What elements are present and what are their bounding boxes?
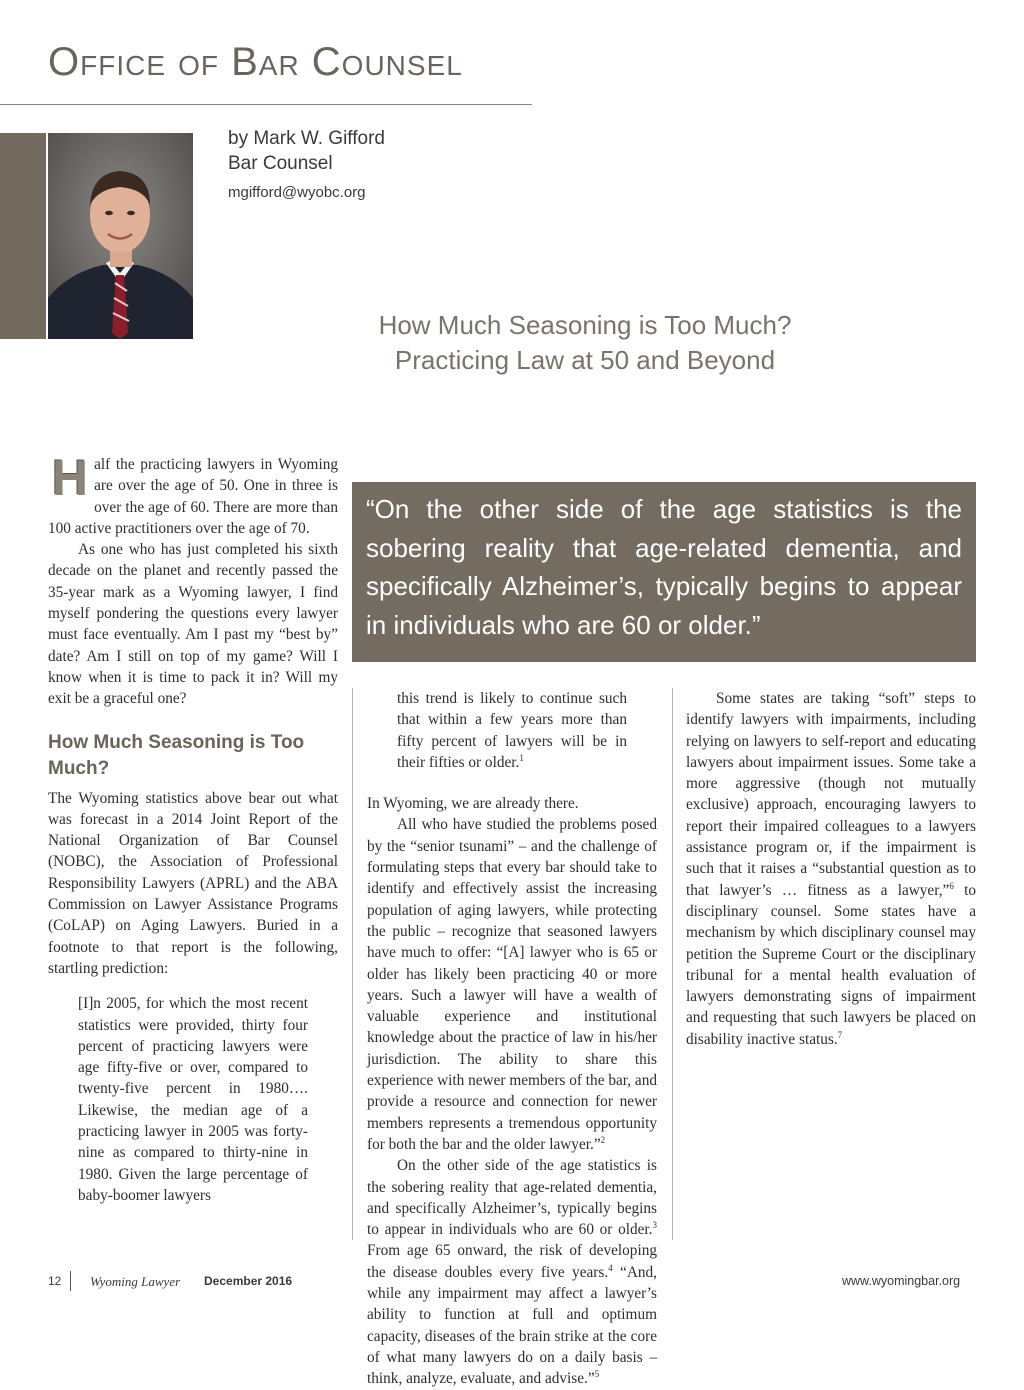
paragraph-2: As one who has just completed his sixth decade on the planet and recently passed the 35-year mark as a Wyoming lawyer, I find myself pondering the questions every lawyer must face eventually. Am I past my “best by” date? Am I still on top of my game? Will I know when it is time to pack it in? Will my exit be a graceful one?: [48, 541, 338, 708]
paragraph-3: The Wyoming statistics above bear out what was forecast in a 2014 Joint Report of the National Organization of Bar Counsel (NOBC), the Association of Professional Responsibility Lawyers (APRL) and the ABA Commission on Lawyer Assistance Programs (CoLAP) on Aging Lawyers. Buried in a footnote to that report is the following, startling prediction:: [48, 789, 338, 977]
pull-quote-box: [352, 482, 976, 662]
footer-divider: [70, 1271, 71, 1291]
footnote-ref-3: 3: [652, 1220, 657, 1231]
page-number: 12: [48, 1274, 62, 1288]
footnote-ref-5: 5: [594, 1369, 600, 1380]
website-link[interactable]: www.wyomingbar.org: [842, 1274, 961, 1288]
column-1: [48, 450, 338, 1206]
issue-date: December 2016: [204, 1274, 293, 1288]
article-title-line-1: How Much Seasoning is Too Much?: [378, 310, 792, 340]
column-divider: [672, 688, 673, 1240]
author-role: Bar Counsel: [228, 153, 333, 174]
article-title-line-2: Practicing Law at 50 and Beyond: [394, 345, 776, 375]
footnote-ref-7: 7: [837, 1029, 843, 1040]
column-divider: [352, 688, 353, 1240]
publication-name: Wyoming Lawyer: [90, 1274, 181, 1289]
pull-quote-text: “On the other side of the age statistics is the sobering reality that age-related dementia, and specifically Alzheimer’s, typically begins to appear in individuals who are 60 or older.”: [366, 494, 962, 640]
intro-text: alf the practicing lawyers in Wyoming are over the age of 50. One in three is over the age of 60. There are more than 100 active practitioners over the age of 70.: [48, 456, 338, 537]
paragraph-5: [367, 814, 657, 1155]
block-quote-part-2: [397, 688, 627, 773]
footnote-ref-6: 6: [949, 880, 954, 891]
column-3: [686, 688, 976, 1050]
block-quote-part-1: [I]n 2005, for which the most recent statistics were provided, thirty four percent of practicing lawyers were age fifty-five or over, compared to twenty-five percent in 1980…. Likewise, the median age of a practicing lawyer in 2005 was forty-nine as compared to thirty-nine in 1980. Given the large percentage of baby-boomer lawyers: [78, 995, 308, 1204]
paragraph-6: [367, 1155, 657, 1389]
footnote-ref-2: 2: [600, 1134, 606, 1145]
paragraph-7-text: Some states are taking “soft” steps to identify lawyers with impairments, including relying on lawyers to self-report and educating lawyers about impairment issues. Some take a more aggressive (though not mutually exclusive) approach, encouraging lawyers to report their impaired colleagues to a lawyers assistance program or, if the impairment is such that it raises a “substantial question as to that lawyer’s … fitness as a lawyer,”: [686, 690, 976, 899]
paragraph-5-text: All who have studied the problems posed by the “senior tsunami” – and the challenge of formulating steps that every bar should take to identify and effectively assist the increasing population of aging lawyers, while protecting the public – recognize that seasoned lawyers have much to offer: “[A] lawyer who is 65 or older has likely been practicing 40 or more years. Such a lawyer will have a wealth of valuable experience and institutional knowledge about the practice of law in his/her jurisdiction. The ability to share this experience with newer members of the bar, and provide a resource and connection for newer members represents a tremendous opportunity for both the bar and the older lawyer.”: [367, 816, 657, 1153]
paragraph-6-text-b: From age 65 onward, the risk of developing the disease doubles every five years.: [367, 1242, 657, 1281]
section-title: Office of Bar Counsel: [48, 40, 463, 84]
author-email[interactable]: mgifford@wyobc.org: [228, 184, 366, 201]
paragraph-6-text: On the other side of the age statistics is the sobering reality that age-related dementia, and specifically Alzheimer’s, typically begins to appear in individuals who are 60 or older.: [367, 1157, 657, 1239]
paragraph-4: In Wyoming, we are already there.: [367, 795, 579, 813]
drop-cap: H: [52, 450, 89, 506]
article-title: [300, 308, 870, 378]
author-photo: [48, 133, 193, 339]
footnote-ref-4: 4: [608, 1262, 613, 1273]
author-portrait-illustration: [48, 133, 193, 339]
title-divider: [0, 104, 532, 105]
paragraph-7-text-b: to disciplinary counsel. Some states have a mechanism by which disciplinary counsel may petition the Supreme Court or the disciplinary tribunal for a mental health evaluation of lawyers demonstrating signs of impairment and requesting that such lawyers be placed on disability inactive status.: [686, 881, 976, 1048]
paragraph-6-text-c: “And, while any impairment may affect a lawyer’s ability to function at full and optimum capacity, diseases of the brain strike at the core of what many lawyers do on a daily basis – think, analyze, evaluate, and advise.”: [367, 1263, 657, 1388]
block-quote-text: this trend is likely to continue such that within a few years more than fifty percent of lawyers will be in their fifties or older.: [397, 690, 627, 771]
paragraph-7: [686, 688, 976, 1050]
subheading: How Much Seasoning is Too Much?: [48, 731, 305, 779]
decorative-side-bar: [0, 133, 46, 339]
footnote-ref-1: 1: [519, 752, 524, 763]
author-byline: by Mark W. Gifford: [228, 128, 385, 149]
column-2: [367, 688, 657, 1390]
intro-paragraph: [48, 450, 338, 539]
